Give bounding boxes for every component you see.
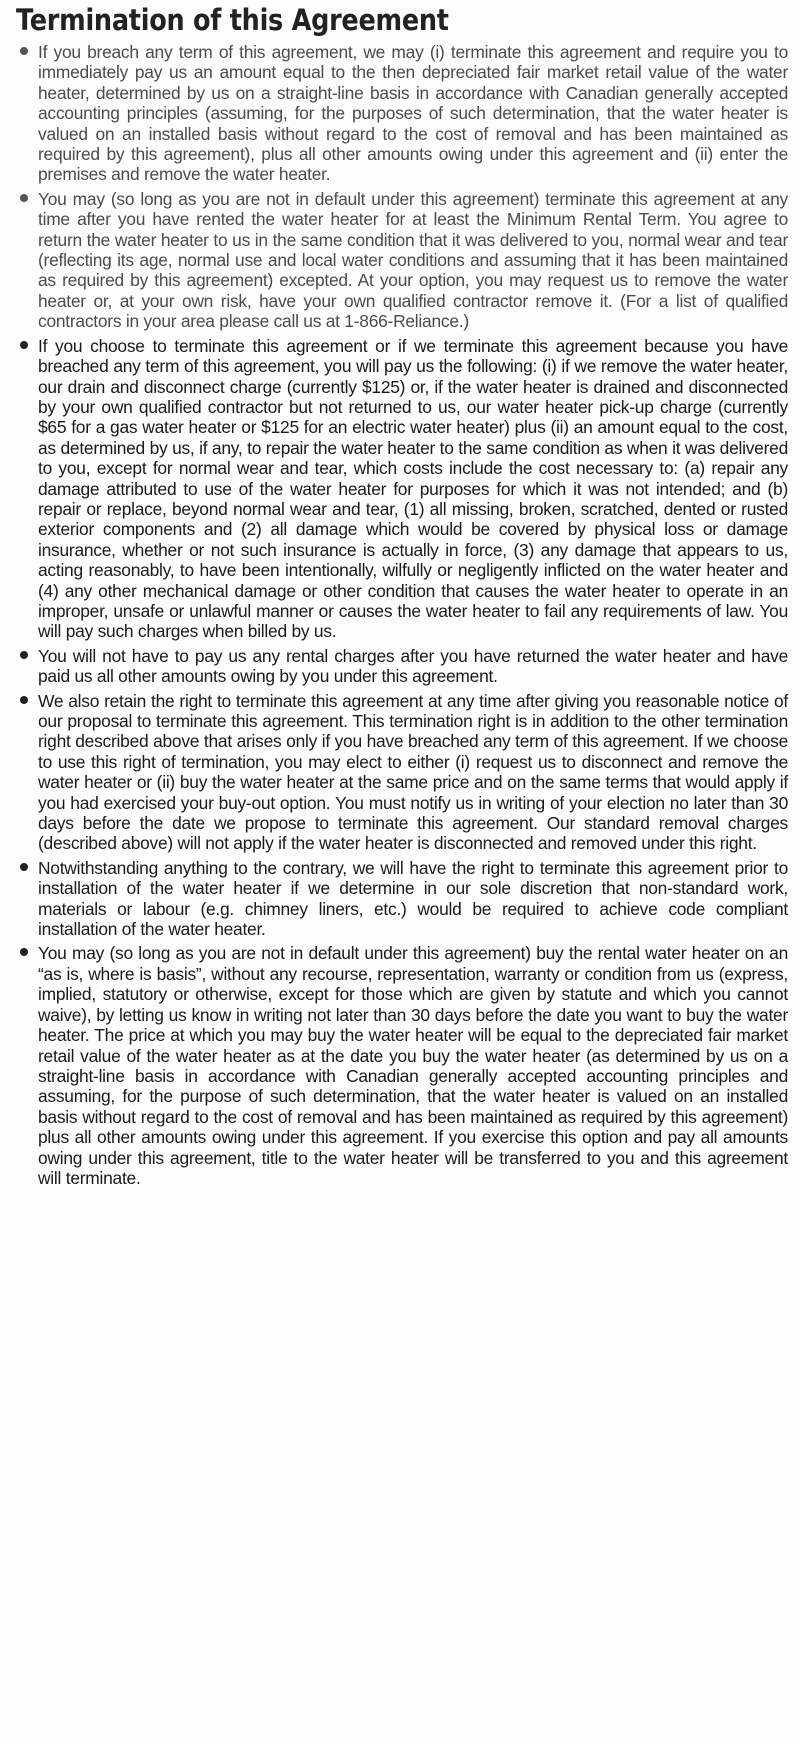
clause-text: You will not have to pay us any rental charges after you have returned the water heater and have paid us all other amounts owing by you under this agreement. [38, 645, 788, 687]
clause-breach-termination [16, 42, 788, 185]
bullet-icon [20, 341, 28, 349]
bullet-icon [20, 194, 28, 202]
clause-text: We also retain the right to terminate this agreement at any time after giving you reasonable notice of our proposal to terminate this agreement. This termination right is in addition to the other termination right described above that arises only if you have breached any term of this agreement. If we choose to use this right of termination, you may elect to either (i) request us to disconnect and remove the water heater or (ii) buy the water heater at the same price and on the same terms that would apply if you had exercised your buy-out option. You must notify us in writing of your election no later than 30 days before the date we propose to terminate this agreement. Our standard removal charges (described above) will not apply if the water heater is disconnected and removed under this right. [38, 690, 788, 854]
bullet-icon [20, 651, 28, 659]
bullet-icon [20, 696, 28, 704]
clause-text: You may (so long as you are not in default under this agreement) terminate this agreement at any time after you have rented the water heater for at least the Minimum Rental Term. You agree to return the water heater to us in the same condition that it was delivered to you, normal wear and tear (reflecting its age, normal use and local water conditions and assuming that it has been maintained as required by this agreement) excepted. At your option, you may request us to remove the water heater or, at your own risk, have your own qualified contractor remove it. (For a list of qualified contractors in your area please call us at 1-866-Reliance.) [38, 188, 788, 332]
clause-no-rental-charges [16, 646, 788, 687]
clause-termination-charges [16, 336, 788, 642]
bullet-icon [20, 863, 28, 871]
clause-text: If you breach any term of this agreement, we may (i) terminate this agreement and require you to immediately pay us an amount equal to the then depreciated fair market retail value of the water heater, determined by us on a straight-line basis in accordance with Canadian generally accepted accounting principles (assuming, for the purposes of such determination, that the water heater is valued on an installed basis without regard to the cost of removal and has been maintained as required by this agreement), plus all other amounts owing under this agreement and (ii) enter the premises and remove the water heater. [38, 42, 788, 185]
clause-list [16, 42, 788, 1188]
clause-pre-installation-termination [16, 858, 788, 940]
clause-provider-termination-right [16, 691, 788, 854]
section-heading: Termination of this Agreement [16, 3, 449, 37]
bullet-icon [20, 47, 28, 55]
clause-text: If you choose to terminate this agreement or if we terminate this agreement because you have breached any term of this agreement, you will pay us the following: (i) if we remove the water heater, our drain and disconnect charge (currently $125) or, if the water heater is drained and disconnected by your own qualified contractor but not returned to us, our water heater pick-up charge (currently $65 for a gas water heater or $125 for an electric water heater) plus (ii) an amount equal to the cost, as determined by us, if any, to repair the water heater to the same condition as when it was delivered to you, except for normal wear and tear, which costs include the cost necessary to: (a) repair any damage attributed to use of the water heater for purposes for which it was not intended; and (b) repair or replace, beyond normal wear and tear, (1) all missing, broken, scratched, dented or rusted exterior components and (2) all damage which would be covered by physical loss or damage insurance, whether or not such insurance is actually in force, (3) any damage that appears to us, acting reasonably, to have been intentionally, wilfully or negligently inflicted on the water heater and (4) any other mechanical damage or other condition that causes the water heater to operate in an improper, unsafe or unlawful manner or causes the water heater to fail any requirements of law. You will pay such charges when billed by us. [38, 335, 788, 642]
clause-customer-termination [16, 189, 788, 332]
bullet-icon [20, 948, 28, 956]
clause-text: Notwithstanding anything to the contrary, we will have the right to terminate this agreement prior to installation of the water heater if we determine in our sole discretion that non-standard work, materials or labour (e.g. chimney liners, etc.) would be required to achieve code compliant installation of the water heater. [38, 857, 788, 940]
clause-buy-out-option [16, 943, 788, 1188]
clause-text: You may (so long as you are not in default under this agreement) buy the rental water heater on an “as is, where is basis”, without any recourse, representation, warranty or condition from us (express, implied, statutory or otherwise, except for those which are given by statute and which you cannot waive), by letting us know in writing not later than 30 days before the date you want to buy the water heater. The price at which you may buy the water heater will be equal to the depreciated fair market retail value of the water heater as at the date you buy the water heater (as determined by us on a straight-line basis in accordance with Canadian generally accepted accounting principles and assuming, for the purpose of such determination, that the water heater is valued on an installed basis without regard to the cost of removal and has been maintained as required by this agreement) plus all other amounts owing under this agreement. If you exercise this option and pay all amounts owing under this agreement, title to the water heater will be transferred to you and this agreement will terminate. [38, 943, 788, 1188]
